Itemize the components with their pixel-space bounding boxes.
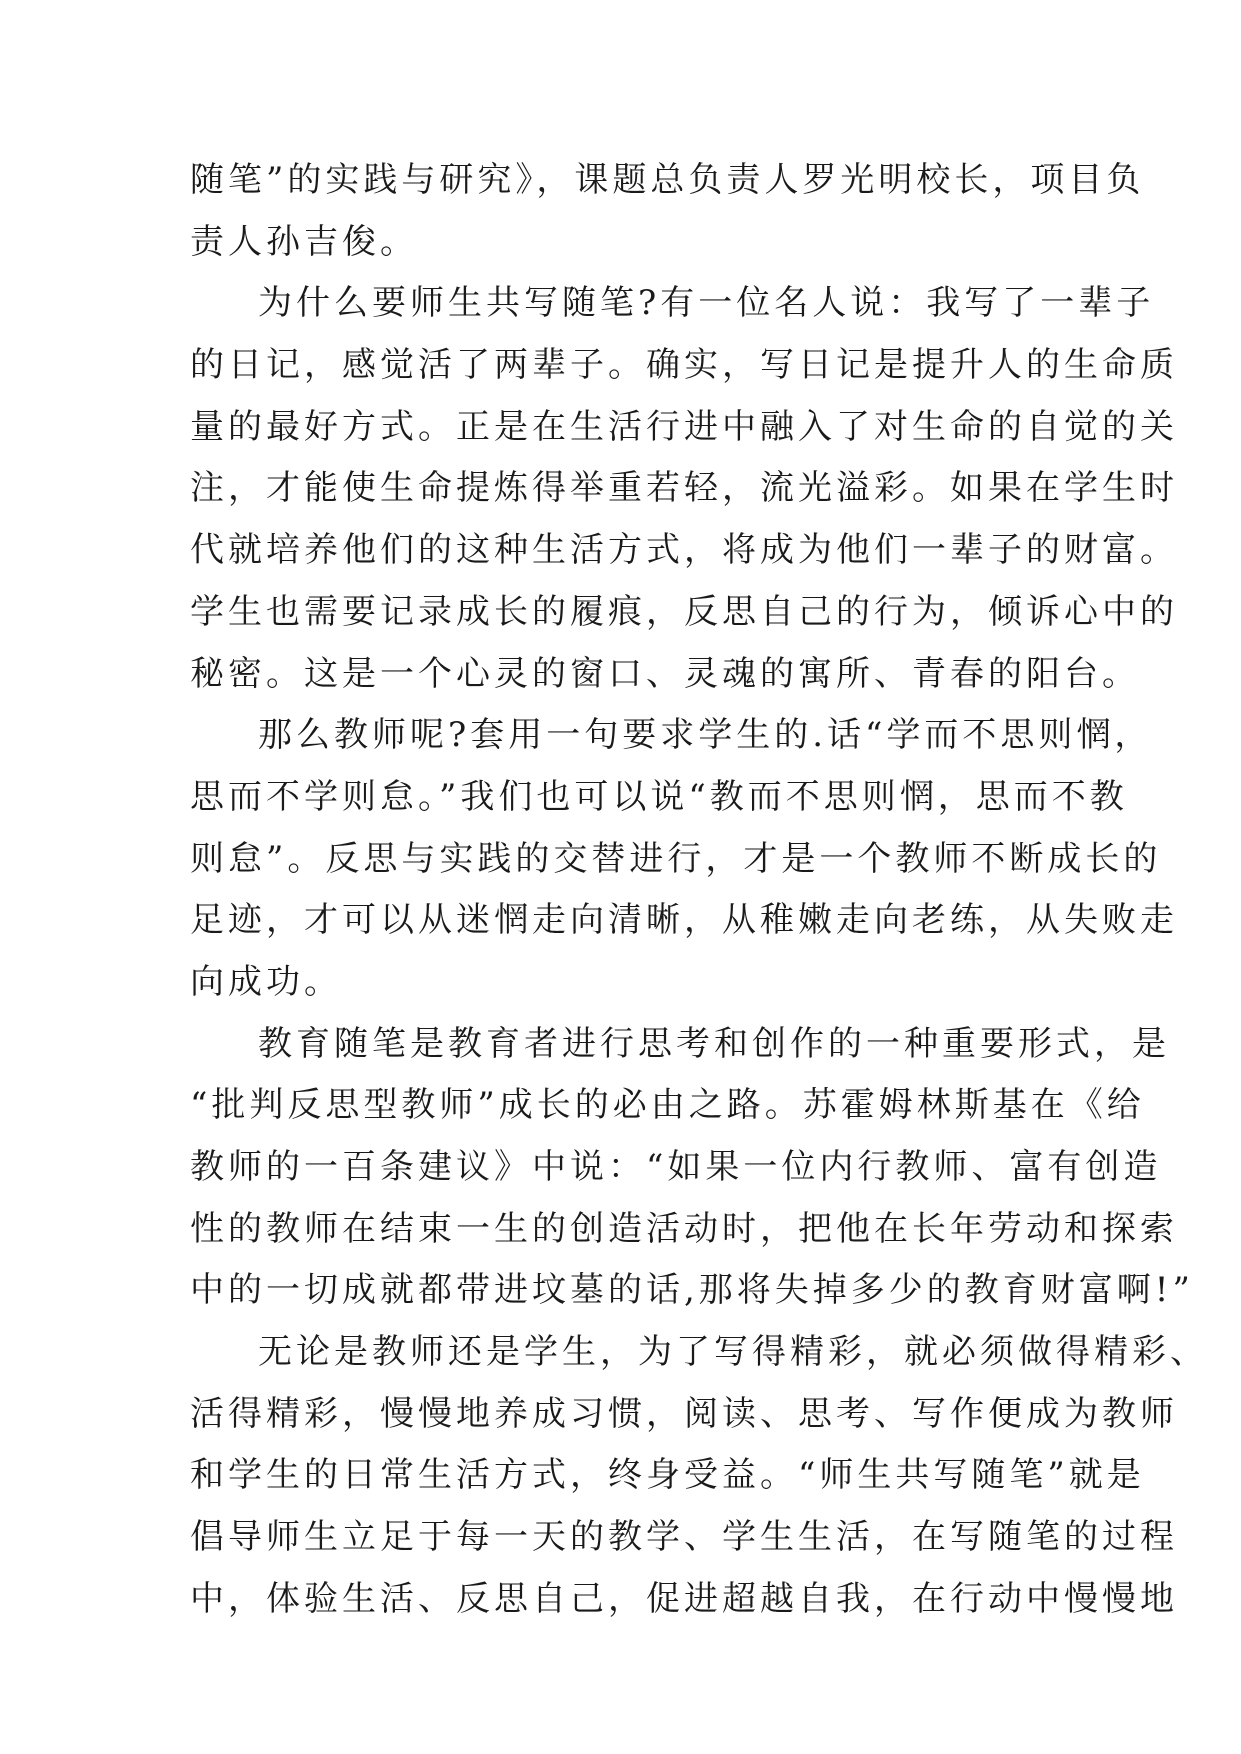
text-line: 教师的一百条建议》中说：“如果一位内行教师、富有创造 — [190, 1147, 1162, 1187]
text-line: 的日记，感觉活了两辈子。确实，写日记是提升人的生命质 — [190, 345, 1178, 386]
text-line: 足迹，才可以从迷惘走向清晰，从稚嫩走向老练，从失败走 — [190, 900, 1178, 941]
text-line: 则怠”。反思与实践的交替进行，才是一个教师不断成长的 — [190, 838, 1162, 879]
text-line: 学生也需要记录成长的履痕，反思自己的行为，倾诉心中的 — [190, 591, 1178, 632]
text-line: 和学生的日常生活方式，终身受益。“师生共写随笔”就是 — [190, 1455, 1145, 1496]
text-line: 思而不学则怠。”我们也可以说“教而不思则惘，思而不教 — [190, 776, 1128, 817]
text-line: 代就培养他们的这种生活方式，将成为他们一辈子的财富。 — [190, 530, 1178, 571]
text-line: 秘密。这是一个心灵的窗口、灵魂的寓所、青春的阳台。 — [190, 653, 1140, 694]
body-text — [190, 150, 1208, 1631]
text-line: 责人孙吉俊。 — [190, 221, 418, 262]
text-line: 为什么要师生共写随笔?有一位名人说：我写了一辈子 — [258, 283, 1155, 324]
text-line: 随笔”的实践与研究》，课题总负责人罗光明校长，项目负 — [190, 160, 1145, 200]
text-line: 倡导师生立足于每一天的教学、学生生活，在写随笔的过程 — [190, 1517, 1178, 1558]
text-line: 注，才能使生命提炼得举重若轻，流光溢彩。如果在学生时 — [190, 468, 1178, 509]
text-line: 中的一切成就都带进坟墓的话,那将失掉多少的教育财富啊!” — [190, 1270, 1194, 1311]
text-line: 活得精彩，慢慢地养成习惯，阅读、思考、写作便成为教师 — [190, 1393, 1178, 1434]
text-line: 向成功。 — [190, 961, 342, 1002]
text-line: 中，体验生活、反思自己，促进超越自我，在行动中慢慢地 — [190, 1578, 1178, 1619]
text-line: 量的最好方式。正是在生活行进中融入了对生命的自觉的关 — [190, 406, 1178, 447]
text-line: 那么教师呢?套用一句要求学生的.话“学而不思则惘， — [258, 715, 1153, 756]
text-line: 性的教师在结束一生的创造活动时，把他在长年劳动和探索 — [190, 1208, 1178, 1249]
text-line: 无论是教师还是学生，为了写得精彩，就必须做得精彩、 — [258, 1332, 1208, 1373]
text-line: “批判反思型教师”成长的必由之路。苏霍姆林斯基在《给 — [190, 1085, 1145, 1126]
text-line: 教育随笔是教育者进行思考和创作的一种重要形式，是 — [258, 1023, 1170, 1064]
